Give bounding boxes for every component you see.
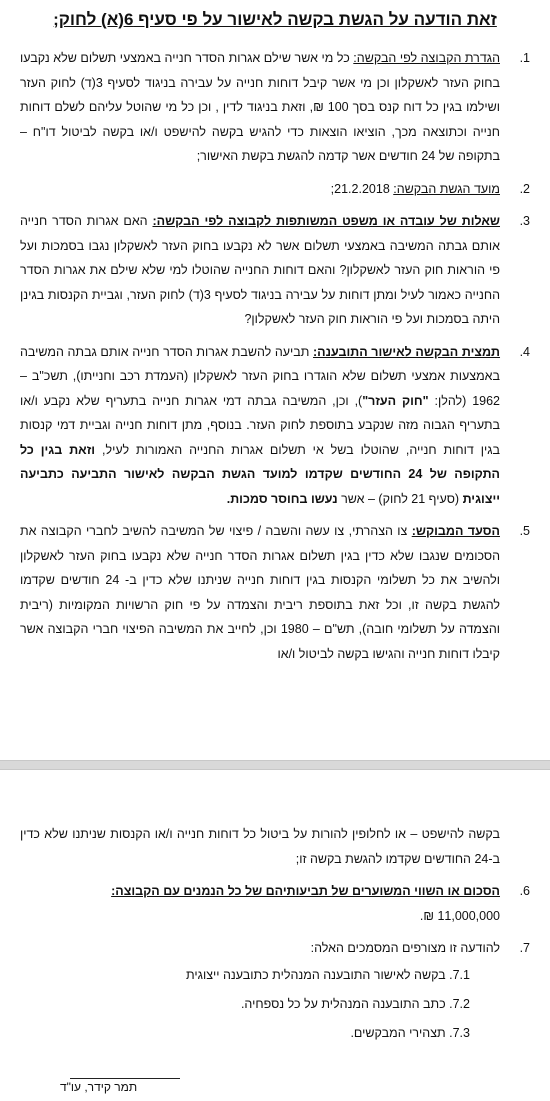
item-heading: מועד הגשת הבקשה: (393, 181, 500, 196)
item-number: 6. (519, 884, 530, 898)
item-number: 1. (519, 51, 530, 65)
item-number: 2. (519, 181, 530, 196)
item-text: 21.2.2018; (330, 181, 394, 196)
item-5-continuation: בקשה להישפט – או לחלופין להורות על ביטול כל דוחות חנייה ו/או הקנסות שניתנו שלא כדין ב-24 החודשים שקדמו להגשת בקשה זו; (20, 827, 500, 866)
item-text: תביעה להשבת אגרות הסדר חנייה אותם גבתה המשיבה באמצעות אמצעי תשלום שלא הוגדרו בחוק העזר לאשקלון (העמדת רכב וחנייתו), תשכ"ב – 1962 (להלן: (20, 344, 500, 408)
item-number: 5. (519, 524, 530, 538)
amount: 11,000,000 ₪. (419, 908, 500, 923)
item-number: 7. (519, 941, 530, 955)
item-heading: הסכום או השווי המשוערים של תביעותיהם של כל הנמנים עם הקבוצה: (111, 884, 500, 898)
document-title: זאת הודעה על הגשת בקשה לאישור על פי סעיף 6(א) לחוק; (53, 10, 497, 29)
item-2 (20, 177, 530, 202)
items-list (20, 46, 530, 674)
item-text: (סעיף 21 לחוק) – אשר (337, 491, 463, 506)
item-4 (20, 340, 530, 512)
item-6 (20, 879, 530, 928)
signature-line (70, 1078, 180, 1079)
page-separator (0, 760, 550, 770)
attachment-item: 7.2. כתב התובענה המנהלית על כל נספחיה. (240, 996, 470, 1011)
item-number: 4. (519, 344, 530, 359)
item-3 (20, 209, 530, 332)
item-text: האם אגרות הסדר חנייה אותם גבתה המשיבה באמצעי תשלום אשר לא נקבעו בחוק העזר לאשקלון נגבו בסמכות ועל פי הוראות חוק העזר לאשקלון? והאם דוחות החנייה שהוטלו למי שלא שילם את אגרות הסדר החנייה כאמור לעיל ומתן דוחות על עבירה בניגוד לסעיף 3(ד) לחוק העזר, וגביית הקנסות בגינן היתה בסמכות ועל פי הוראות חוק העזר לאשקלון? (20, 214, 500, 326)
item-heading: הגדרת הקבוצה לפי הבקשה: (353, 51, 500, 65)
item-1 (20, 46, 530, 169)
item-text: צו הצהרתי, צו עשה והשבה / פיצוי של המשיבה להשיב לחברי הקבוצה את הסכומים שנגבו שלא כדין בגין תשלום אגרות הסדר חנייה שלא נקבעו בחוק העזר לאשקלון ולהשיב את כל תשלומי הקנסות בגין דוחות חנייה שניתנו שלא כדין ב- 24 חודשים שקדמו להגשת בקשה זו, וכל זאת בתוספת ריבית והצמדה על פי חוק הרשויות המקומיות (ריבית והצמדה על תשלומי חובה), תש"ם – 1980 וכן, לחייב את המשיבה הפיצוי חברי הקבוצה אשר קיבלו דוחות חנייה והגישו בקשה לביטול ו/או (20, 524, 500, 661)
item-bold-text: נעשו בחוסר סמכות. (226, 491, 338, 506)
item-text: כל מי אשר שילם אגרות הסדר חנייה באמצעי תשלום שלא נקבעו בחוק העזר לאשקלון וכן מי אשר קיבל דוחות חנייה על עבירה בניגוד לסעיף 3(ד) לחוק העזר ושילמו בגין כל דוח קנס בסך 100 ₪, וזאת בניגוד לדין , וכן כל מי שהוטל עליהם לשלם דוחות חנייה וכתוצאה מכך, הוציאו הוצאות כדי להגיש בקשה להישפט ו/או בקשה לביטול דו"ח – בתקופה של 24 חודשים אשר קדמה להגשת בקשת האישור; (20, 51, 500, 163)
item-heading: הסעד המבוקש: (411, 524, 500, 538)
page-bottom (0, 770, 550, 1101)
item-5 (20, 519, 530, 666)
item-7 (20, 936, 530, 1048)
item-text: ), וכן, המשיבה גבתה דמי אגרות חנייה בתעריף שלא נקבע ו/או בתעריף הגבוה מזה שנקבע בתוספת לחוק העזר. בנוסף, מתן דוחות חנייה וגביית דמי קנסות בגין דוחות חנייה, שהוטלו בשל אי תשלום אגרות החנייה האמורות לעיל, (20, 393, 500, 457)
attachments-list (20, 961, 500, 1048)
item-number: 3. (519, 214, 530, 228)
items-list-continued (20, 822, 530, 1056)
attachment-item: 7.3. תצהירי המבקשים. (350, 1025, 470, 1040)
item-heading: תמצית הבקשה לאישור התובענה: (313, 344, 501, 359)
attachment-item: 7.1. בקשה לאישור התובענה המנהלית כתובענה ייצוגית (186, 967, 470, 982)
item-bold-text: "חוק העזר" (362, 393, 429, 408)
item-heading: שאלות של עובדה או משפט המשותפות לקבוצה לפי הבקשה: (152, 214, 500, 228)
item-text: להודעה זו מצורפים המסמכים האלה: (310, 941, 500, 955)
item-bold-text: וזאת בגין כל התקופה של 24 החודשים שקדמו למועד הגשת הבקשה לאישור התביעה כתביעה ייצוגית (20, 442, 500, 506)
signer-name: תמר קידר, עו"ד (60, 1080, 138, 1094)
